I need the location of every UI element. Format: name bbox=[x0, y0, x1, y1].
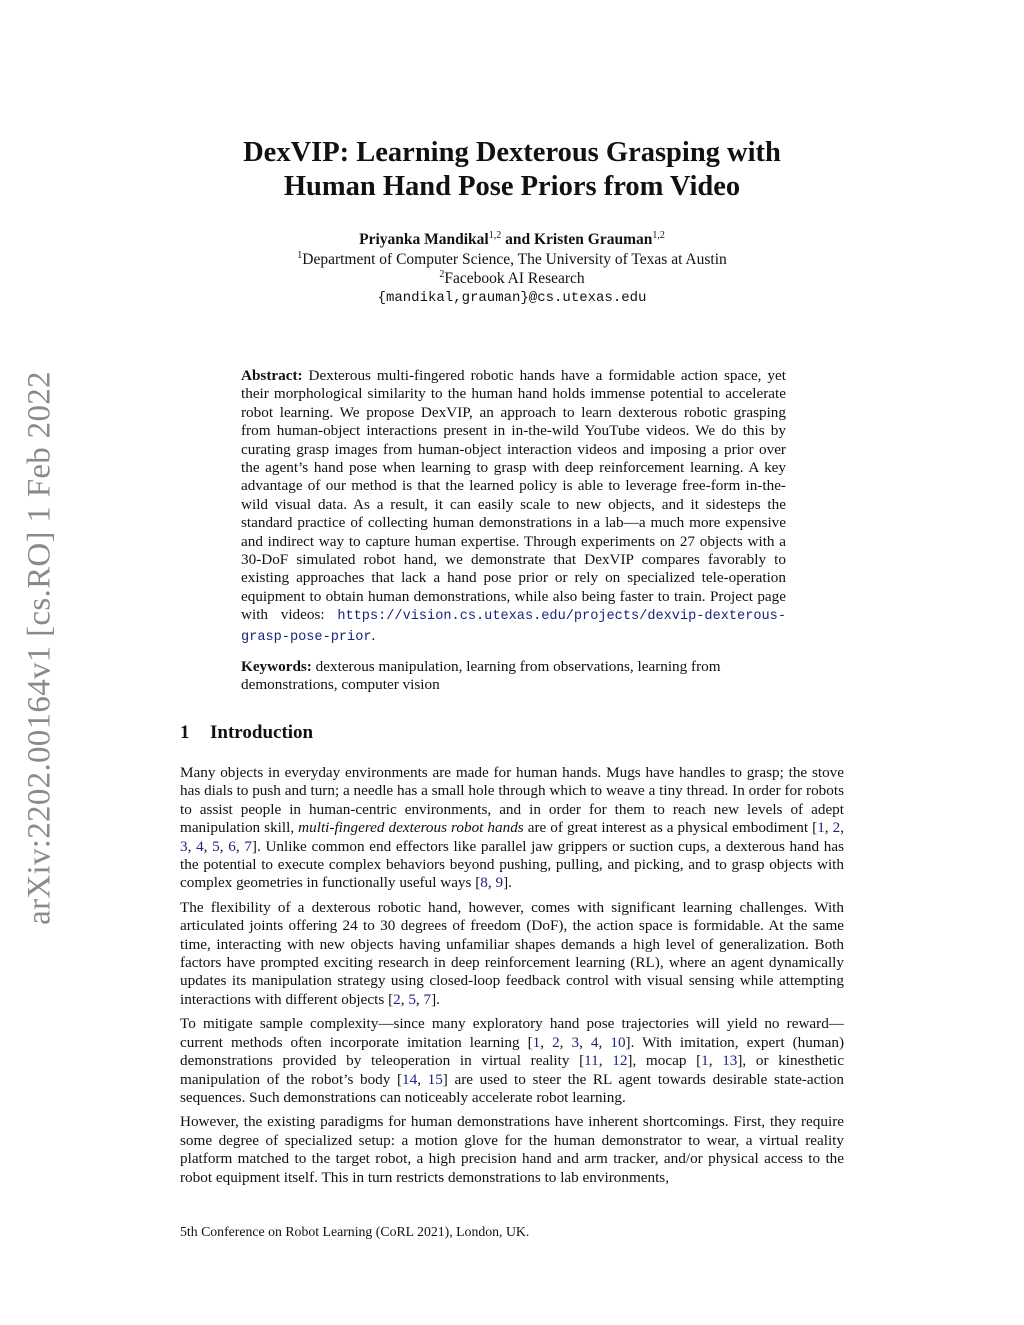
author-1: Priyanka Mandikal bbox=[359, 231, 489, 248]
affiliation-1: $^1$Department of Computer Science, The University of Texas at Austin bbox=[297, 249, 727, 268]
title-line-1: DexVIP: Learning Dexterous Grasping with bbox=[243, 137, 781, 168]
citation-link[interactable]: 2 bbox=[832, 819, 841, 837]
citation-link[interactable]: 2 bbox=[393, 990, 401, 1008]
citation-link[interactable]: 14 bbox=[402, 1070, 418, 1088]
arxiv-stamp-text: arXiv:2202.00164v1 [cs.RO] 1 Feb 2022 bbox=[21, 371, 58, 925]
author-block bbox=[180, 230, 844, 308]
citation-link[interactable]: 3 bbox=[571, 1033, 580, 1051]
abstract: Abstract: Dexterous multi-fingered robotic hands have a formidable action space, yet their morphological similarity to the human hand holds immense potential to accelerate robot learning. We propose DexVIP, an approach to learn dexterous robotic grasping from human-object interactions present in in-the-wild YouTube videos. We do this by curating grasp images from human-object interaction videos and imposing a prior over the agent’s hand pose when learning to grasp with deep reinforcement learning. A key advantage of our method is that the learned policy is able to leverage free-form in-the-wild visual data. As a result, it can easily scale to new objects, and it sidesteps the standard practice of collecting human demonstrations in a lab—a much more expensive and indirect way to capture human expertise. Through experiments on 27 objects with a 30-DoF simulated robot hand, we demonstrate that DexVIP compares favorably to existing approaches that lack a hand pose prior or rely on specialized tele-operation equipment to obtain human demonstrations, while also being faster to train. Project page with videos: https://vision.cs.utexas.edu/projects/dexvip-dexterous-grasp-pose-prior. bbox=[241, 367, 786, 645]
citation-link[interactable]: 4 bbox=[196, 837, 204, 855]
project-page-link[interactable]: https://vision.cs.utexas.edu/projects/dexvip-dexterous-grasp-pose-prior bbox=[241, 609, 786, 645]
abstract-text: Dexterous multi-fingered robotic hands have a formidable action space, yet their morphological similarity to the human hand holds immense potential to accelerate robot learning. We propose DexVIP, an approach to learn dexterous robotic grasping from human-object interactions present in in-the-wild YouTube videos. We do this by curating grasp images from human-object interaction videos and imposing a prior over the agent’s hand pose when learning to grasp with deep reinforcement learning. A key advantage of our method is that the learned policy is able to leverage free-form in-the-wild visual data. As a result, it can easily scale to new objects, and it sidesteps the standard practice of collecting human demonstrations in a lab—a much more expensive and indirect way to capture human expertise. Through experiments on 27 objects with a 30-DoF simulated robot hand, we demonstrate that DexVIP compares favorably to existing approaches that lack a hand pose prior or rely on specialized tele-operation equipment to obtain human demonstrations, while also being faster to train. Project page with videos: bbox=[241, 367, 786, 624]
body-text bbox=[180, 764, 844, 1193]
author-names bbox=[180, 230, 844, 250]
citation-link[interactable]: 15 bbox=[427, 1070, 443, 1088]
paragraph-2: The flexibility of a dexterous robotic hand, however, comes with significant learning challenges. With articulated joints offering 24 to 30 degrees of freedom (DoF), the action space is formidable. At the same time, interacting with new objects having unfamiliar shapes demands a high level of generalization. Both factors have prompted exciting research in deep reinforcement learning (RL), where an agent dynamically updates its manipulation strategy using closed-loop feedback control with visual sensing while attempting interactions with different objects [2, 5, 7]. bbox=[180, 898, 844, 1008]
citation-link[interactable]: 5 bbox=[212, 837, 220, 855]
paragraph-4: However, the existing paradigms for human demonstrations have inherent shortcomings. First, they require some degree of specialized setup: a motion glove for the human demonstrator to wear, a virtual reality platform matched to the target robot, a high precision hand and arm tracker, and/or physical access to the robot equipment itself. This in turn restricts demonstrations to lab environments, bbox=[180, 1113, 844, 1186]
citation-link[interactable]: 1 bbox=[817, 819, 825, 837]
citation-link[interactable]: 12 bbox=[612, 1052, 628, 1070]
citation-link[interactable]: 3 bbox=[180, 837, 188, 855]
section-title: Introduction bbox=[210, 722, 314, 743]
citation-link[interactable]: 10 bbox=[610, 1033, 626, 1051]
citation-link[interactable]: 7 bbox=[423, 990, 432, 1008]
citation-link[interactable]: 7 bbox=[244, 837, 252, 855]
conference-footer: 5th Conference on Robot Learning (CoRL 2021), London, UK. bbox=[180, 1224, 530, 1239]
section-number: 1 bbox=[180, 722, 190, 743]
author-1-affiliation: 1,2 bbox=[488, 230, 502, 241]
paragraph-3: To mitigate sample complexity—since many exploratory hand pose trajectories will yield no reward—current methods often incorporate imitation learning [1, 2, 3, 4, 10]. With imitation, expert (human) demonstrations provided by teleoperation in virtual reality [11, 12], mocap [1, 13], or kinesthetic manipulation of the robot’s body [14, 15] are used to steer the RL agent towards desirable state-action sequences. Such demonstrations can noticeably accelerate robot learning. bbox=[180, 1015, 845, 1106]
author-2-affiliation: 1,2 bbox=[652, 230, 665, 241]
citation-link[interactable]: 6 bbox=[228, 837, 236, 855]
citation-link[interactable]: 9 bbox=[495, 874, 504, 892]
citation-link[interactable]: 4 bbox=[590, 1033, 599, 1051]
citation-link[interactable]: 13 bbox=[722, 1052, 738, 1070]
author-email: {mandikal,grauman}@cs.utexas.edu bbox=[377, 289, 647, 306]
arxiv-stamp bbox=[20, 366, 60, 930]
affiliation-2: $^2$Facebook AI Research bbox=[439, 269, 585, 287]
citation-link[interactable]: 5 bbox=[408, 990, 416, 1008]
section-heading bbox=[180, 722, 313, 744]
title-line-2: Human Hand Pose Priors from Video bbox=[283, 171, 741, 202]
abstract-label: Abstract: bbox=[241, 367, 303, 384]
citation-link[interactable]: 11 bbox=[584, 1052, 599, 1070]
citation-link[interactable]: 2 bbox=[552, 1033, 560, 1051]
keywords bbox=[241, 658, 786, 695]
author-2: Kristen Grauman bbox=[533, 231, 653, 248]
citation-link[interactable]: 1 bbox=[701, 1052, 709, 1070]
citation-link[interactable]: 8 bbox=[480, 874, 488, 892]
author-conjunction: and bbox=[501, 231, 534, 248]
paper-title bbox=[180, 136, 844, 204]
paragraph-1: Many objects in everyday environments are made for human hands. Mugs have handles to grasp; the stove has dials to push and turn; a needle has a small hole through which to weave a tiny thread. In order for robots to assist people in human-centric environments, and in order for them to reach new levels of adept manipulation skill, multi-fingered dexterous robot hands are of great interest as a physical embodiment [1, 2, 3, 4, 5, 6, 7]. Unlike common end effectors like parallel jaw grippers or suction cups, a dexterous hand has the potential to execute complex behaviors beyond pushing, pulling, and picking, and to grasp objects with complex geometries in functionally useful ways [8, 9]. bbox=[180, 764, 845, 892]
citation-link[interactable]: 1 bbox=[532, 1033, 541, 1051]
keywords-text: dexterous manipulation, learning from observations, learning from demonstrations, computer vision bbox=[241, 658, 721, 694]
keywords-label: Keywords: bbox=[241, 658, 312, 675]
